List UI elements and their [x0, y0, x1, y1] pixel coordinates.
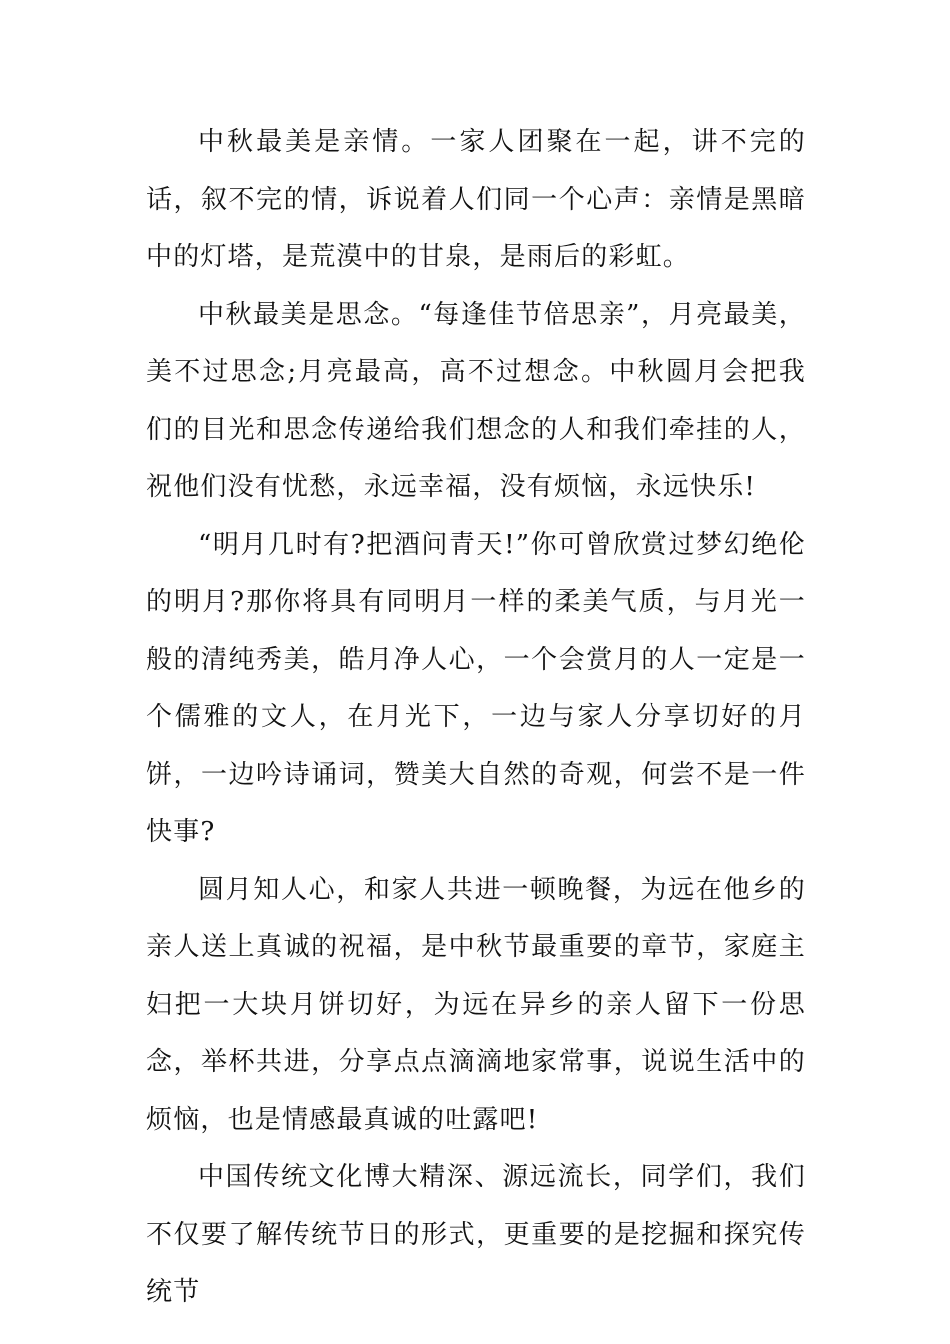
paragraph-bright-moon: “明月几时有?把酒问青天!”你可曾欣赏过梦幻绝伦的明月?那你将具有同明月一样的柔美气质，与月光一般的清纯秀美，皓月净人心，一个会赏月的人一定是一个儒雅的文人，在月光下，一边与家人分享切好的月饼，一边吟诗诵词，赞美大自然的奇观，何尝不是一件快事? — [146, 529, 806, 847]
paragraph-family-affection: 中秋最美是亲情。一家人团聚在一起，讲不完的话，叙不完的情，诉说着人们同一个心声：亲情是黑暗中的灯塔，是荒漠中的甘泉，是雨后的彩虹。 — [146, 127, 806, 272]
paragraph-traditional-culture: 中国传统文化博大精深、源远流长，同学们，我们不仅要了解传统节日的形式，更重要的是挖掘和探究传统节 — [146, 1162, 806, 1307]
paragraph-reunion-dinner: 圆月知人心，和家人共进一顿晚餐，为远在他乡的亲人送上真诚的祝福，是中秋节最重要的章节，家庭主妇把一大块月饼切好，为远在异乡的亲人留下一份思念，举杯共进，分享点点滴滴地家常事，说说生活中的烦恼，也是情感最真诚的吐露吧! — [146, 874, 806, 1135]
paragraph-longing: 中秋最美是思念。“每逢佳节倍思亲”，月亮最美，美不过思念;月亮最高，高不过想念。中秋圆月会把我们的目光和思念传递给我们想念的人和我们牵挂的人，祝他们没有忧愁，永远幸福，没有烦恼，永远快乐! — [146, 299, 806, 502]
document-body — [146, 114, 806, 1322]
